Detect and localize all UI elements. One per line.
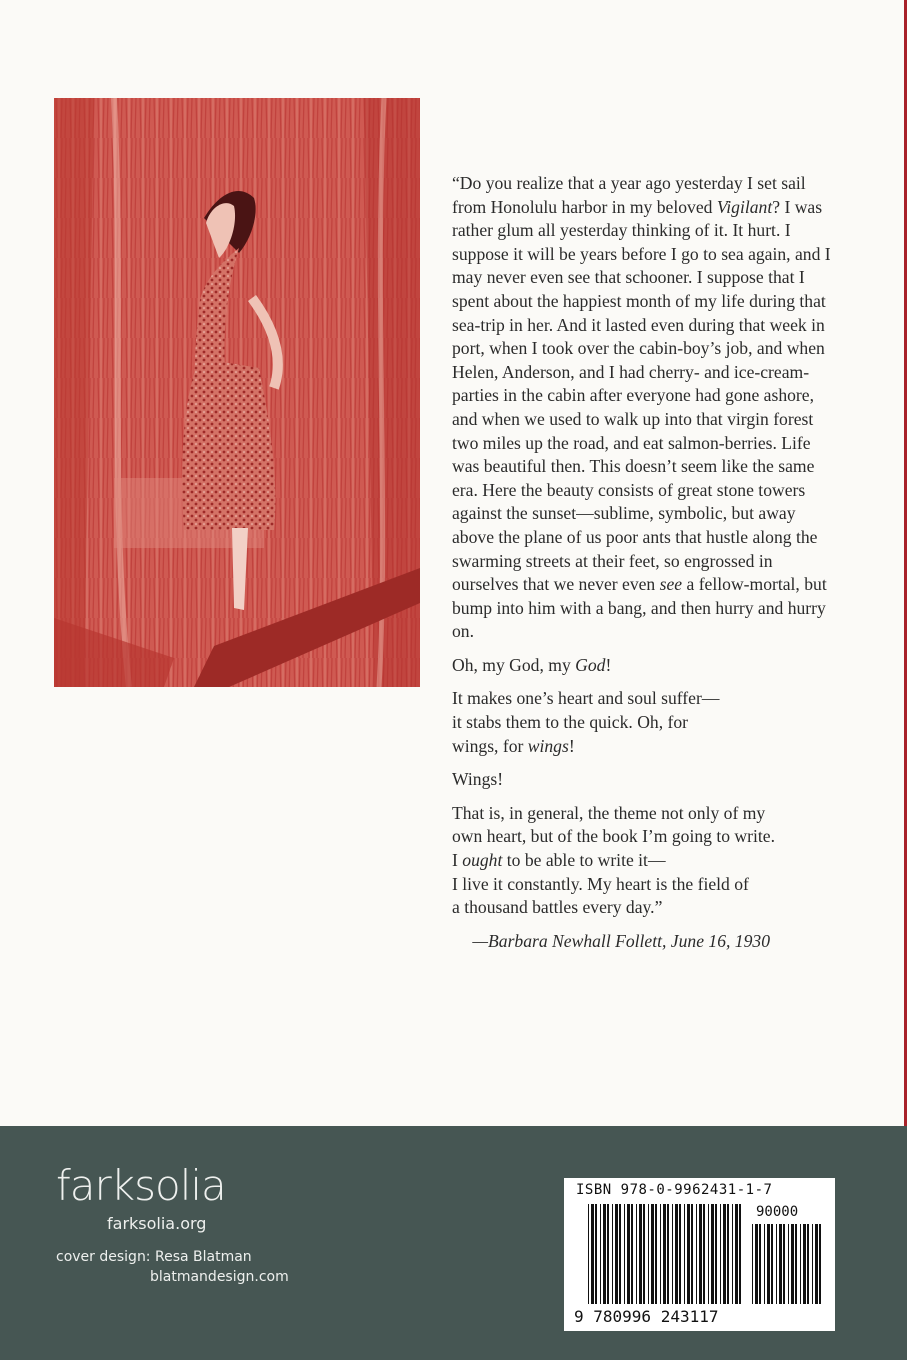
- quote-text: “Do you realize that a year ago yesterday I set sail from Honolulu harbor in my beloved: [452, 173, 806, 217]
- ean-bars: [588, 1204, 748, 1304]
- barcode-bar: [595, 1204, 597, 1304]
- quote-line: It makes one’s heart and soul suffer—: [452, 688, 720, 709]
- barcode-bar: [807, 1224, 809, 1304]
- quote-emphasis: Vigilant: [716, 196, 773, 217]
- quote-paragraph-2: [452, 654, 840, 678]
- barcode-bar: [815, 1224, 818, 1304]
- barcode-bar: [739, 1204, 741, 1304]
- barcode-bar: [679, 1204, 681, 1304]
- barcode-bar: [603, 1204, 606, 1304]
- cover-design-credit: cover design: Resa Blatman: [56, 1249, 252, 1265]
- quote-text: ? I was rather glum all yesterday thinking of it. It hurt. I suppose it will be years before I go to sea again, and I may never even see that schooner. I suppose that I spent about the happiest month of my life during that sea-trip in her. And it lasted even during that week in port, when I took over the cabin-boy’s job, and when Helen, Anderson, and I had cherry- and ice-cream-parties in the cabin after everyone had gone ashore, and when we used to walk up into that virgin forest two miles up the road, and eat salmon-berries. Life was beautiful then. This doesn’t seem like the same era. Here the beauty consists of great stone towers against the sunset—sublime, symbolic, but away above the plane of us poor ants that hustle along the swarming streets at their feet, so engrossed in ourselves that we never even: [452, 196, 831, 595]
- barcode-bar: [619, 1204, 621, 1304]
- barcode-bar: [800, 1224, 801, 1304]
- quote-paragraph-3: [452, 687, 840, 758]
- barcode-bar: [687, 1204, 690, 1304]
- barcode-bar: [783, 1224, 785, 1304]
- quote-emphasis: ought: [462, 850, 503, 871]
- quote-emphasis: God: [575, 654, 606, 675]
- quote-attribution: —Barbara Newhall Follett, June 16, 1930: [472, 930, 770, 951]
- barcode-bar: [660, 1204, 661, 1304]
- barcode-bar: [696, 1204, 697, 1304]
- barcode-bar: [612, 1204, 613, 1304]
- barcode-bar: [588, 1204, 589, 1304]
- ean-digits: 9 780996 243117: [574, 1307, 719, 1326]
- barcode-bar: [675, 1204, 678, 1304]
- barcode-bar: [691, 1204, 693, 1304]
- barcode-bar: [771, 1224, 773, 1304]
- barcode-bar: [791, 1224, 794, 1304]
- barcode-bar: [776, 1224, 777, 1304]
- barcode-bar: [764, 1224, 765, 1304]
- barcode-bar: [711, 1204, 714, 1304]
- quote-text: !: [568, 735, 575, 756]
- isbn-barcode: [564, 1178, 835, 1331]
- book-quote: [452, 172, 840, 963]
- barcode-bar: [727, 1204, 729, 1304]
- barcode-bar: [708, 1204, 709, 1304]
- barcode-bar: [672, 1204, 673, 1304]
- quote-emphasis: see: [659, 574, 683, 595]
- barcode-bar: [663, 1204, 666, 1304]
- barcode-bar: [759, 1224, 761, 1304]
- barcode-bar: [803, 1224, 806, 1304]
- addon-bars: [752, 1224, 824, 1304]
- quote-line: I live it constantly. My heart is the field of: [452, 873, 749, 894]
- quote-line: wings, for: [452, 735, 528, 756]
- barcode-bar: [752, 1224, 753, 1304]
- barcode-bar: [624, 1204, 625, 1304]
- publisher-logo: farksolia: [56, 1161, 226, 1210]
- quote-line: I: [452, 850, 463, 871]
- barcode-bar: [627, 1204, 630, 1304]
- quote-line: a thousand battles every day.”: [452, 897, 663, 918]
- quote-text: !: [605, 654, 612, 675]
- barcode-bar: [703, 1204, 705, 1304]
- barcode-bar: [667, 1204, 669, 1304]
- barcode-bar: [655, 1204, 657, 1304]
- barcode-bar: [643, 1204, 645, 1304]
- quote-line: That is, in general, the theme not only of my: [452, 802, 766, 823]
- barcode-bar: [651, 1204, 654, 1304]
- barcode-bar: [732, 1204, 733, 1304]
- barcode-bar: [615, 1204, 618, 1304]
- barcode-bar: [699, 1204, 702, 1304]
- quote-line: it stabs them to the quick. Oh, for: [452, 712, 689, 733]
- barcode-bar: [715, 1204, 717, 1304]
- barcode-bar: [795, 1224, 797, 1304]
- price-code: 90000: [756, 1204, 799, 1220]
- quote-text: a fellow-mortal, but bump into him with a bang, and then hurry and hurry on.: [452, 574, 827, 642]
- quote-paragraph-1: [452, 172, 840, 644]
- barcode-bar: [639, 1204, 642, 1304]
- quote-text: to be able to write it—: [502, 850, 666, 871]
- barcode-bar: [636, 1204, 637, 1304]
- barcode-bar: [788, 1224, 789, 1304]
- quote-emphasis: wings: [527, 735, 569, 756]
- barcode-bar: [607, 1204, 609, 1304]
- quote-line: own heart, but of the book I’m going to write.: [452, 826, 775, 847]
- barcode-bar: [779, 1224, 782, 1304]
- publisher-url: farksolia.org: [107, 1214, 207, 1233]
- barcode-bar: [812, 1224, 813, 1304]
- barcode-bar: [819, 1224, 821, 1304]
- barcode-bar: [591, 1204, 594, 1304]
- barcode-bar: [684, 1204, 685, 1304]
- designer-url: blatmandesign.com: [150, 1269, 289, 1285]
- isbn-text: ISBN 978-0-9962431-1-7: [576, 1182, 773, 1198]
- barcode-bar: [600, 1204, 601, 1304]
- barcode-bar: [735, 1204, 738, 1304]
- barcode-bar: [648, 1204, 649, 1304]
- cover-photo-woman-by-tree: [54, 98, 420, 687]
- barcode-bar: [720, 1204, 721, 1304]
- quote-paragraph-4: Wings!: [452, 769, 504, 790]
- barcode-bar: [767, 1224, 770, 1304]
- barcode-bar: [631, 1204, 633, 1304]
- barcode-bar: [723, 1204, 726, 1304]
- barcode-bar: [755, 1224, 758, 1304]
- quote-paragraph-5: [452, 802, 840, 920]
- quote-text: Oh, my God, my: [452, 654, 576, 675]
